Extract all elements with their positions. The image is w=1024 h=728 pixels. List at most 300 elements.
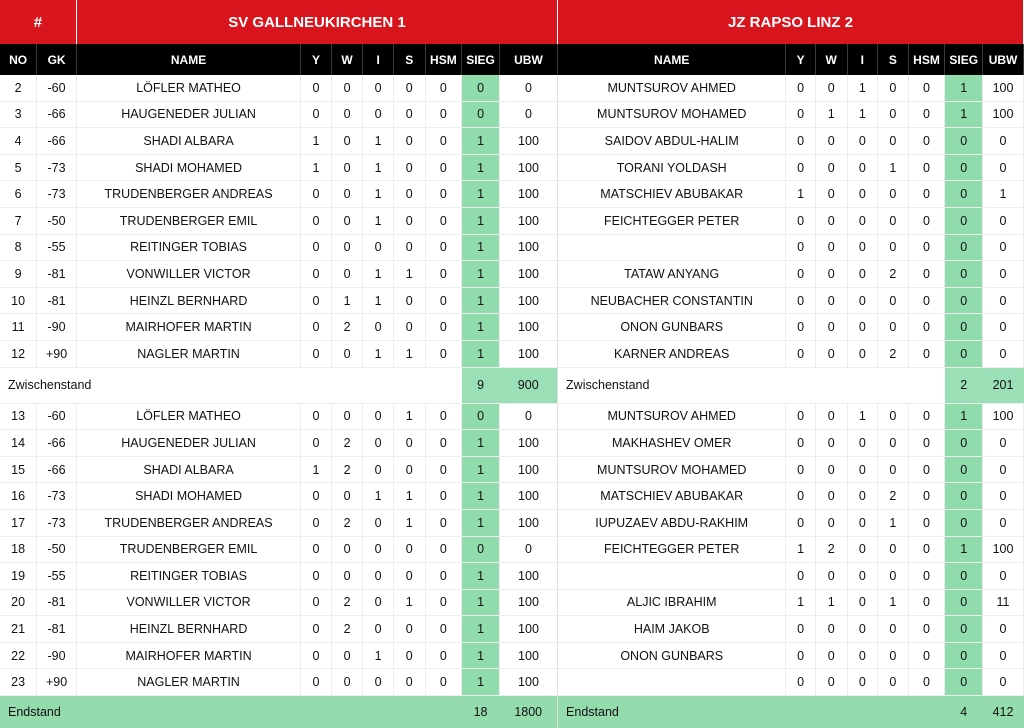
home-interim-sieg: 9	[462, 367, 500, 403]
away-y-cell: 0	[786, 287, 816, 314]
bout-number: 23	[0, 669, 37, 696]
home-name-cell: SHADI MOHAMED	[76, 483, 300, 510]
home-w-cell: 0	[331, 340, 363, 367]
away-i-cell: 0	[847, 340, 878, 367]
home-i-cell: 1	[363, 154, 394, 181]
home-s-cell: 0	[393, 456, 425, 483]
away-hsm-cell: 0	[908, 207, 945, 234]
match-row	[0, 234, 1024, 261]
home-ubw-cell: 0	[499, 403, 557, 430]
weight-class: -66	[37, 101, 77, 128]
home-y-cell: 0	[301, 181, 332, 208]
home-i-cell: 0	[363, 536, 394, 563]
home-hsm-cell: 0	[425, 314, 462, 341]
away-i-cell: 0	[847, 314, 878, 341]
home-name-cell: NAGLER MARTIN	[76, 340, 300, 367]
home-i-cell: 1	[363, 181, 394, 208]
home-hsm-cell: 0	[425, 669, 462, 696]
col-header-home-ubw: UBW	[499, 44, 557, 75]
col-header-away-s: S	[878, 44, 909, 75]
match-row	[0, 154, 1024, 181]
col-header-away-hsm: HSM	[908, 44, 945, 75]
away-sieg-cell: 0	[945, 261, 983, 288]
away-ubw-cell: 100	[983, 536, 1024, 563]
home-i-cell: 1	[363, 207, 394, 234]
home-sieg-cell: 1	[462, 483, 500, 510]
home-name-cell: TRUDENBERGER ANDREAS	[76, 509, 300, 536]
away-name-cell	[558, 234, 786, 261]
home-interim-label: Zwischenstand	[0, 367, 462, 403]
away-s-cell: 0	[878, 456, 909, 483]
away-s-cell: 0	[878, 669, 909, 696]
col-header-home-w: W	[331, 44, 363, 75]
home-s-cell: 1	[393, 403, 425, 430]
home-w-cell: 0	[331, 403, 363, 430]
away-s-cell: 0	[878, 616, 909, 643]
column-header-row	[0, 44, 1024, 75]
away-final-ubw: 412	[983, 696, 1024, 728]
match-row	[0, 403, 1024, 430]
home-sieg-cell: 1	[462, 287, 500, 314]
home-s-cell: 0	[393, 287, 425, 314]
home-y-cell: 0	[301, 340, 332, 367]
match-row	[0, 207, 1024, 234]
home-hsm-cell: 0	[425, 181, 462, 208]
home-sieg-cell: 1	[462, 128, 500, 155]
away-y-cell: 0	[786, 403, 816, 430]
away-i-cell: 0	[847, 181, 878, 208]
weight-class: -73	[37, 154, 77, 181]
away-w-cell: 0	[815, 483, 847, 510]
away-name-cell: SAIDOV ABDUL-HALIM	[558, 128, 786, 155]
away-name-cell: FEICHTEGGER PETER	[558, 207, 786, 234]
home-sieg-cell: 1	[462, 314, 500, 341]
weight-class: -66	[37, 430, 77, 457]
away-y-cell: 0	[786, 563, 816, 590]
weight-class: -66	[37, 128, 77, 155]
away-ubw-cell: 0	[983, 314, 1024, 341]
away-y-cell: 0	[786, 314, 816, 341]
home-name-cell: LÖFLER MATHEO	[76, 403, 300, 430]
away-s-cell: 0	[878, 403, 909, 430]
weight-class: -73	[37, 181, 77, 208]
home-i-cell: 0	[363, 75, 394, 101]
home-name-cell: TRUDENBERGER EMIL	[76, 207, 300, 234]
away-hsm-cell: 0	[908, 483, 945, 510]
home-final-ubw: 1800	[499, 696, 557, 728]
bout-number: 22	[0, 642, 37, 669]
home-ubw-cell: 0	[499, 75, 557, 101]
away-w-cell: 1	[815, 589, 847, 616]
away-i-cell: 0	[847, 207, 878, 234]
away-sieg-cell: 0	[945, 616, 983, 643]
home-hsm-cell: 0	[425, 430, 462, 457]
home-s-cell: 0	[393, 181, 425, 208]
weight-class: -66	[37, 456, 77, 483]
home-hsm-cell: 0	[425, 616, 462, 643]
home-ubw-cell: 100	[499, 287, 557, 314]
away-y-cell: 0	[786, 616, 816, 643]
match-row	[0, 128, 1024, 155]
col-header-away-w: W	[815, 44, 847, 75]
match-row	[0, 589, 1024, 616]
away-sieg-cell: 0	[945, 340, 983, 367]
away-ubw-cell: 0	[983, 483, 1024, 510]
match-row	[0, 456, 1024, 483]
away-name-cell: NEUBACHER CONSTANTIN	[558, 287, 786, 314]
home-name-cell: MAIRHOFER MARTIN	[76, 642, 300, 669]
home-y-cell: 1	[301, 154, 332, 181]
home-i-cell: 1	[363, 340, 394, 367]
away-sieg-cell: 0	[945, 181, 983, 208]
bout-number: 8	[0, 234, 37, 261]
interim-body	[0, 367, 1024, 403]
home-y-cell: 0	[301, 430, 332, 457]
away-sieg-cell: 0	[945, 456, 983, 483]
col-header-away-i: I	[847, 44, 878, 75]
match-row	[0, 669, 1024, 696]
away-s-cell: 1	[878, 589, 909, 616]
home-name-cell: SHADI MOHAMED	[76, 154, 300, 181]
match-row	[0, 287, 1024, 314]
home-i-cell: 0	[363, 509, 394, 536]
away-ubw-cell: 100	[983, 403, 1024, 430]
home-y-cell: 0	[301, 314, 332, 341]
home-sieg-cell: 1	[462, 589, 500, 616]
home-hsm-cell: 0	[425, 456, 462, 483]
away-final-sieg: 4	[945, 696, 983, 728]
home-ubw-cell: 100	[499, 456, 557, 483]
away-w-cell: 0	[815, 287, 847, 314]
home-w-cell: 0	[331, 261, 363, 288]
home-y-cell: 1	[301, 456, 332, 483]
home-hsm-cell: 0	[425, 642, 462, 669]
away-s-cell: 0	[878, 563, 909, 590]
home-w-cell: 0	[331, 669, 363, 696]
home-sieg-cell: 1	[462, 234, 500, 261]
away-s-cell: 0	[878, 642, 909, 669]
home-name-cell: NAGLER MARTIN	[76, 669, 300, 696]
home-name-cell: REITINGER TOBIAS	[76, 563, 300, 590]
away-w-cell: 0	[815, 75, 847, 101]
home-s-cell: 0	[393, 616, 425, 643]
away-s-cell: 0	[878, 314, 909, 341]
bout-number: 11	[0, 314, 37, 341]
away-hsm-cell: 0	[908, 314, 945, 341]
home-s-cell: 1	[393, 589, 425, 616]
away-interim-ubw: 201	[983, 367, 1024, 403]
home-y-cell: 0	[301, 642, 332, 669]
home-y-cell: 0	[301, 261, 332, 288]
home-sieg-cell: 1	[462, 509, 500, 536]
away-sieg-cell: 0	[945, 642, 983, 669]
match-row	[0, 181, 1024, 208]
away-sieg-cell: 0	[945, 287, 983, 314]
away-i-cell: 0	[847, 483, 878, 510]
away-y-cell: 1	[786, 536, 816, 563]
away-sieg-cell: 0	[945, 234, 983, 261]
col-header-away-sieg: SIEG	[945, 44, 983, 75]
home-name-cell: HAUGENEDER JULIAN	[76, 430, 300, 457]
home-hsm-cell: 0	[425, 261, 462, 288]
away-s-cell: 0	[878, 101, 909, 128]
away-i-cell: 0	[847, 536, 878, 563]
home-s-cell: 1	[393, 509, 425, 536]
home-w-cell: 2	[331, 589, 363, 616]
home-i-cell: 0	[363, 589, 394, 616]
round1-body	[0, 75, 1024, 367]
away-i-cell: 0	[847, 287, 878, 314]
home-i-cell: 0	[363, 314, 394, 341]
bout-number: 7	[0, 207, 37, 234]
home-w-cell: 1	[331, 287, 363, 314]
home-ubw-cell: 100	[499, 563, 557, 590]
home-ubw-cell: 100	[499, 207, 557, 234]
weight-class: +90	[37, 669, 77, 696]
home-y-cell: 0	[301, 101, 332, 128]
away-name-cell: KARNER ANDREAS	[558, 340, 786, 367]
home-name-cell: HEINZL BERNHARD	[76, 616, 300, 643]
home-name-cell: VONWILLER VICTOR	[76, 261, 300, 288]
match-row	[0, 563, 1024, 590]
home-s-cell: 0	[393, 536, 425, 563]
home-y-cell: 0	[301, 287, 332, 314]
bout-number: 3	[0, 101, 37, 128]
home-ubw-cell: 100	[499, 314, 557, 341]
away-hsm-cell: 0	[908, 430, 945, 457]
weight-class: -50	[37, 207, 77, 234]
away-y-cell: 0	[786, 669, 816, 696]
match-row	[0, 340, 1024, 367]
home-w-cell: 0	[331, 181, 363, 208]
home-y-cell: 0	[301, 403, 332, 430]
home-name-cell: REITINGER TOBIAS	[76, 234, 300, 261]
home-hsm-cell: 0	[425, 340, 462, 367]
home-name-cell: TRUDENBERGER EMIL	[76, 536, 300, 563]
away-y-cell: 1	[786, 181, 816, 208]
home-ubw-cell: 100	[499, 128, 557, 155]
home-w-cell: 0	[331, 128, 363, 155]
bout-number: 21	[0, 616, 37, 643]
away-y-cell: 0	[786, 456, 816, 483]
away-ubw-cell: 0	[983, 340, 1024, 367]
home-s-cell: 0	[393, 314, 425, 341]
home-y-cell: 0	[301, 589, 332, 616]
home-w-cell: 2	[331, 430, 363, 457]
home-y-cell: 0	[301, 536, 332, 563]
away-w-cell: 0	[815, 616, 847, 643]
away-i-cell: 0	[847, 430, 878, 457]
bout-number: 9	[0, 261, 37, 288]
home-i-cell: 1	[363, 642, 394, 669]
away-ubw-cell: 100	[983, 101, 1024, 128]
away-hsm-cell: 0	[908, 101, 945, 128]
away-hsm-cell: 0	[908, 563, 945, 590]
home-ubw-cell: 0	[499, 101, 557, 128]
home-sieg-cell: 1	[462, 261, 500, 288]
away-w-cell: 0	[815, 314, 847, 341]
away-sieg-cell: 0	[945, 207, 983, 234]
away-hsm-cell: 0	[908, 128, 945, 155]
away-s-cell: 1	[878, 509, 909, 536]
away-i-cell: 0	[847, 234, 878, 261]
bout-number: 6	[0, 181, 37, 208]
away-name-cell: MATSCHIEV ABUBAKAR	[558, 181, 786, 208]
home-w-cell: 2	[331, 314, 363, 341]
home-i-cell: 0	[363, 403, 394, 430]
bout-number: 18	[0, 536, 37, 563]
away-name-cell	[558, 563, 786, 590]
home-s-cell: 1	[393, 340, 425, 367]
away-s-cell: 2	[878, 261, 909, 288]
away-w-cell: 0	[815, 430, 847, 457]
home-w-cell: 0	[331, 563, 363, 590]
away-interim-label: Zwischenstand	[558, 367, 945, 403]
home-sieg-cell: 1	[462, 340, 500, 367]
away-s-cell: 0	[878, 75, 909, 101]
away-hsm-cell: 0	[908, 234, 945, 261]
away-w-cell: 0	[815, 509, 847, 536]
away-hsm-cell: 0	[908, 509, 945, 536]
away-name-cell: ONON GUNBARS	[558, 314, 786, 341]
away-hsm-cell: 0	[908, 536, 945, 563]
weight-class: -81	[37, 589, 77, 616]
home-s-cell: 0	[393, 669, 425, 696]
home-sieg-cell: 1	[462, 456, 500, 483]
col-header-no: NO	[0, 44, 37, 75]
away-ubw-cell: 0	[983, 207, 1024, 234]
home-w-cell: 2	[331, 509, 363, 536]
away-y-cell: 0	[786, 509, 816, 536]
away-y-cell: 0	[786, 430, 816, 457]
away-w-cell: 0	[815, 563, 847, 590]
weight-class: -50	[37, 536, 77, 563]
home-w-cell: 2	[331, 616, 363, 643]
away-s-cell: 0	[878, 536, 909, 563]
home-s-cell: 1	[393, 261, 425, 288]
away-sieg-cell: 1	[945, 403, 983, 430]
home-name-cell: SHADI ALBARA	[76, 456, 300, 483]
home-hsm-cell: 0	[425, 403, 462, 430]
away-hsm-cell: 0	[908, 287, 945, 314]
away-name-cell	[558, 669, 786, 696]
away-name-cell: MATSCHIEV ABUBAKAR	[558, 483, 786, 510]
home-i-cell: 0	[363, 669, 394, 696]
home-w-cell: 0	[331, 207, 363, 234]
away-w-cell: 0	[815, 669, 847, 696]
away-y-cell: 0	[786, 340, 816, 367]
away-sieg-cell: 0	[945, 154, 983, 181]
away-s-cell: 0	[878, 234, 909, 261]
hash-header: #	[0, 0, 76, 44]
home-name-cell: LÖFLER MATHEO	[76, 75, 300, 101]
bout-number: 10	[0, 287, 37, 314]
col-header-home-sieg: SIEG	[462, 44, 500, 75]
away-i-cell: 1	[847, 75, 878, 101]
home-s-cell: 1	[393, 483, 425, 510]
away-name-cell: TATAW ANYANG	[558, 261, 786, 288]
home-w-cell: 2	[331, 456, 363, 483]
away-y-cell: 0	[786, 154, 816, 181]
match-row	[0, 75, 1024, 101]
match-row	[0, 430, 1024, 457]
away-hsm-cell: 0	[908, 456, 945, 483]
away-i-cell: 0	[847, 128, 878, 155]
match-row	[0, 616, 1024, 643]
away-ubw-cell: 0	[983, 154, 1024, 181]
weight-class: +90	[37, 340, 77, 367]
weight-class: -81	[37, 616, 77, 643]
weight-class: -90	[37, 642, 77, 669]
col-header-away-y: Y	[786, 44, 816, 75]
away-sieg-cell: 0	[945, 314, 983, 341]
away-s-cell: 0	[878, 181, 909, 208]
home-hsm-cell: 0	[425, 101, 462, 128]
away-ubw-cell: 0	[983, 509, 1024, 536]
away-w-cell: 2	[815, 536, 847, 563]
home-i-cell: 1	[363, 128, 394, 155]
away-i-cell: 0	[847, 563, 878, 590]
round2-body	[0, 403, 1024, 696]
bout-number: 19	[0, 563, 37, 590]
col-header-home-hsm: HSM	[425, 44, 462, 75]
home-w-cell: 0	[331, 154, 363, 181]
home-ubw-cell: 100	[499, 234, 557, 261]
home-y-cell: 0	[301, 483, 332, 510]
away-i-cell: 0	[847, 509, 878, 536]
home-i-cell: 0	[363, 430, 394, 457]
home-y-cell: 0	[301, 563, 332, 590]
bout-number: 4	[0, 128, 37, 155]
away-ubw-cell: 11	[983, 589, 1024, 616]
home-s-cell: 0	[393, 563, 425, 590]
home-hsm-cell: 0	[425, 287, 462, 314]
away-hsm-cell: 0	[908, 261, 945, 288]
final-row	[0, 696, 1024, 728]
col-header-away-name: NAME	[558, 44, 786, 75]
away-sieg-cell: 1	[945, 75, 983, 101]
away-y-cell: 0	[786, 75, 816, 101]
home-hsm-cell: 0	[425, 207, 462, 234]
weight-class: -90	[37, 314, 77, 341]
home-sieg-cell: 1	[462, 563, 500, 590]
away-w-cell: 0	[815, 128, 847, 155]
away-name-cell: TORANI YOLDASH	[558, 154, 786, 181]
home-w-cell: 0	[331, 536, 363, 563]
away-ubw-cell: 0	[983, 456, 1024, 483]
away-ubw-cell: 0	[983, 616, 1024, 643]
away-s-cell: 0	[878, 207, 909, 234]
away-hsm-cell: 0	[908, 669, 945, 696]
home-sieg-cell: 0	[462, 403, 500, 430]
away-hsm-cell: 0	[908, 589, 945, 616]
home-name-cell: SHADI ALBARA	[76, 128, 300, 155]
home-w-cell: 0	[331, 234, 363, 261]
col-header-home-i: I	[363, 44, 394, 75]
away-sieg-cell: 0	[945, 483, 983, 510]
interim-row	[0, 367, 1024, 403]
bout-number: 14	[0, 430, 37, 457]
bout-number: 17	[0, 509, 37, 536]
weight-class: -73	[37, 509, 77, 536]
weight-class: -81	[37, 261, 77, 288]
away-y-cell: 0	[786, 642, 816, 669]
away-w-cell: 0	[815, 456, 847, 483]
away-w-cell: 1	[815, 101, 847, 128]
away-sieg-cell: 0	[945, 589, 983, 616]
away-s-cell: 2	[878, 483, 909, 510]
away-s-cell: 0	[878, 128, 909, 155]
